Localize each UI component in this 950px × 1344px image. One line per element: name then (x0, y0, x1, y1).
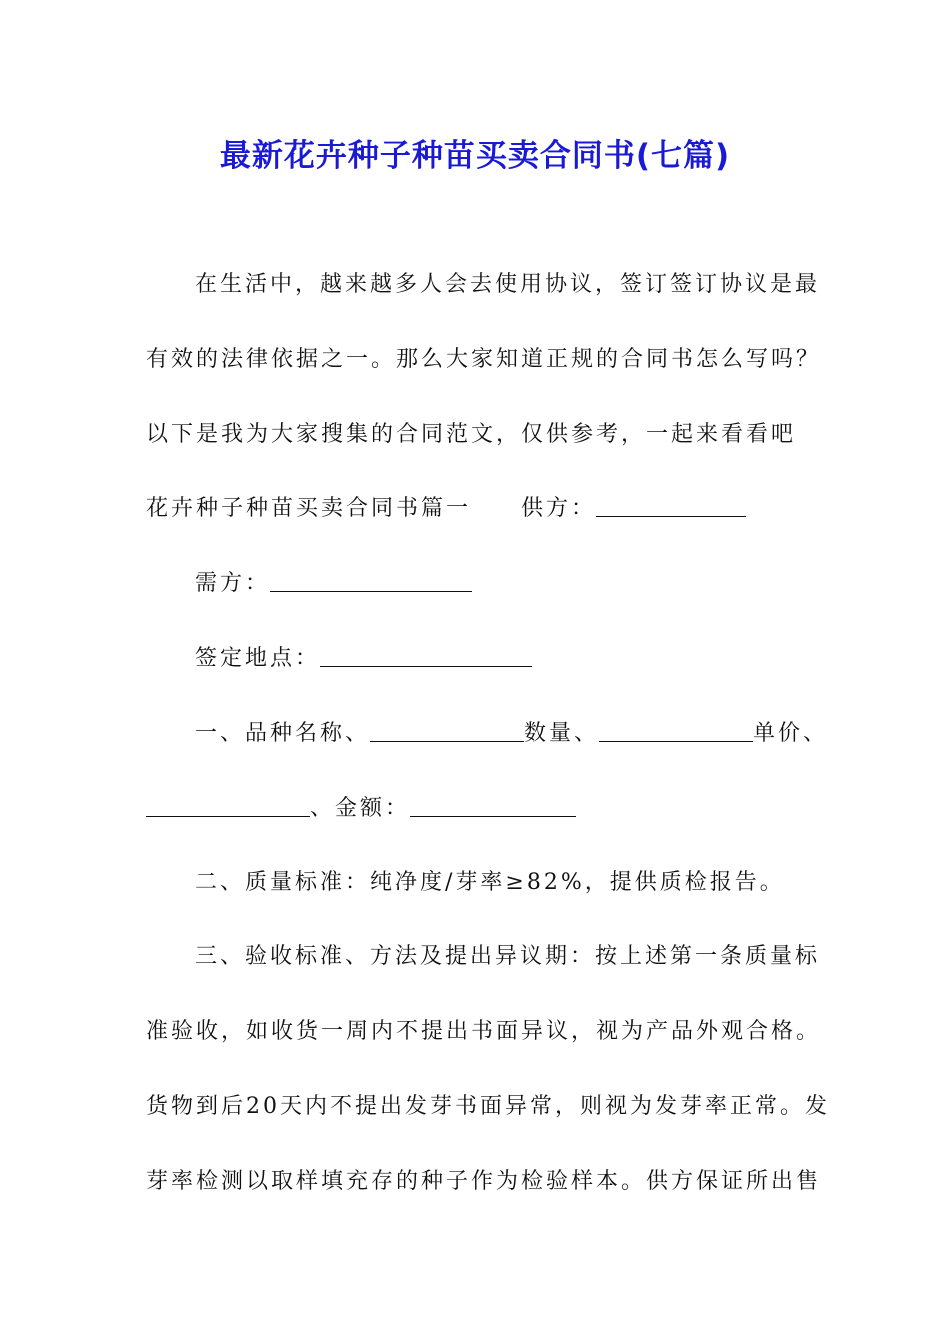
supplier-blank (596, 494, 746, 517)
unit-price-blank (146, 794, 310, 817)
amount-blank (410, 794, 576, 817)
intro-line-1: 在生活中，越来越多人会去使用协议，签订签订协议是最 (195, 272, 821, 297)
place-blank (320, 644, 532, 667)
place-row (195, 644, 532, 674)
clause-3-line-4: 芽率检测以取样填充存的种子作为检验样本。供方保证所出售 (146, 1169, 822, 1194)
intro-line-2: 有效的法律依据之一。那么大家知道正规的合同书怎么写吗？ (146, 347, 822, 372)
amount-label: 、金额： (310, 796, 411, 821)
clause-2: 二、质量标准：纯净度/芽率≥82%，提供质检报告。 (195, 870, 785, 895)
section-heading: 花卉种子种苗买卖合同书篇一 (146, 496, 472, 521)
clause-3-line-2: 准验收，如收货一周内不提出书面异议，视为产品外观合格。 (146, 1019, 822, 1044)
section-heading-row (146, 494, 746, 524)
buyer-label: 需方： (195, 571, 271, 596)
place-label: 签定地点： (195, 646, 321, 671)
variety-name-blank (370, 719, 524, 742)
clause-1-row-1 (195, 719, 828, 749)
quantity-label: 数量、 (524, 721, 600, 746)
intro-line-3: 以下是我为大家搜集的合同范文，仅供参考，一起来看看吧 (146, 422, 797, 447)
document-title: 最新花卉种子种苗买卖合同书(七篇) (219, 138, 731, 174)
clause-3-line-3: 货物到后20天内不提出发芽书面异常，则视为发芽率正常。发 (146, 1094, 830, 1119)
variety-name-label: 一、品种名称、 (195, 721, 371, 746)
buyer-blank (270, 569, 472, 592)
unit-price-label: 单价、 (753, 721, 829, 746)
clause-3-line-1: 三、验收标准、方法及提出异议期：按上述第一条质量标 (195, 944, 821, 969)
clause-1-row-2 (146, 794, 576, 824)
supplier-label: 供方： (521, 496, 597, 521)
quantity-blank (599, 719, 753, 742)
buyer-row (195, 569, 472, 599)
